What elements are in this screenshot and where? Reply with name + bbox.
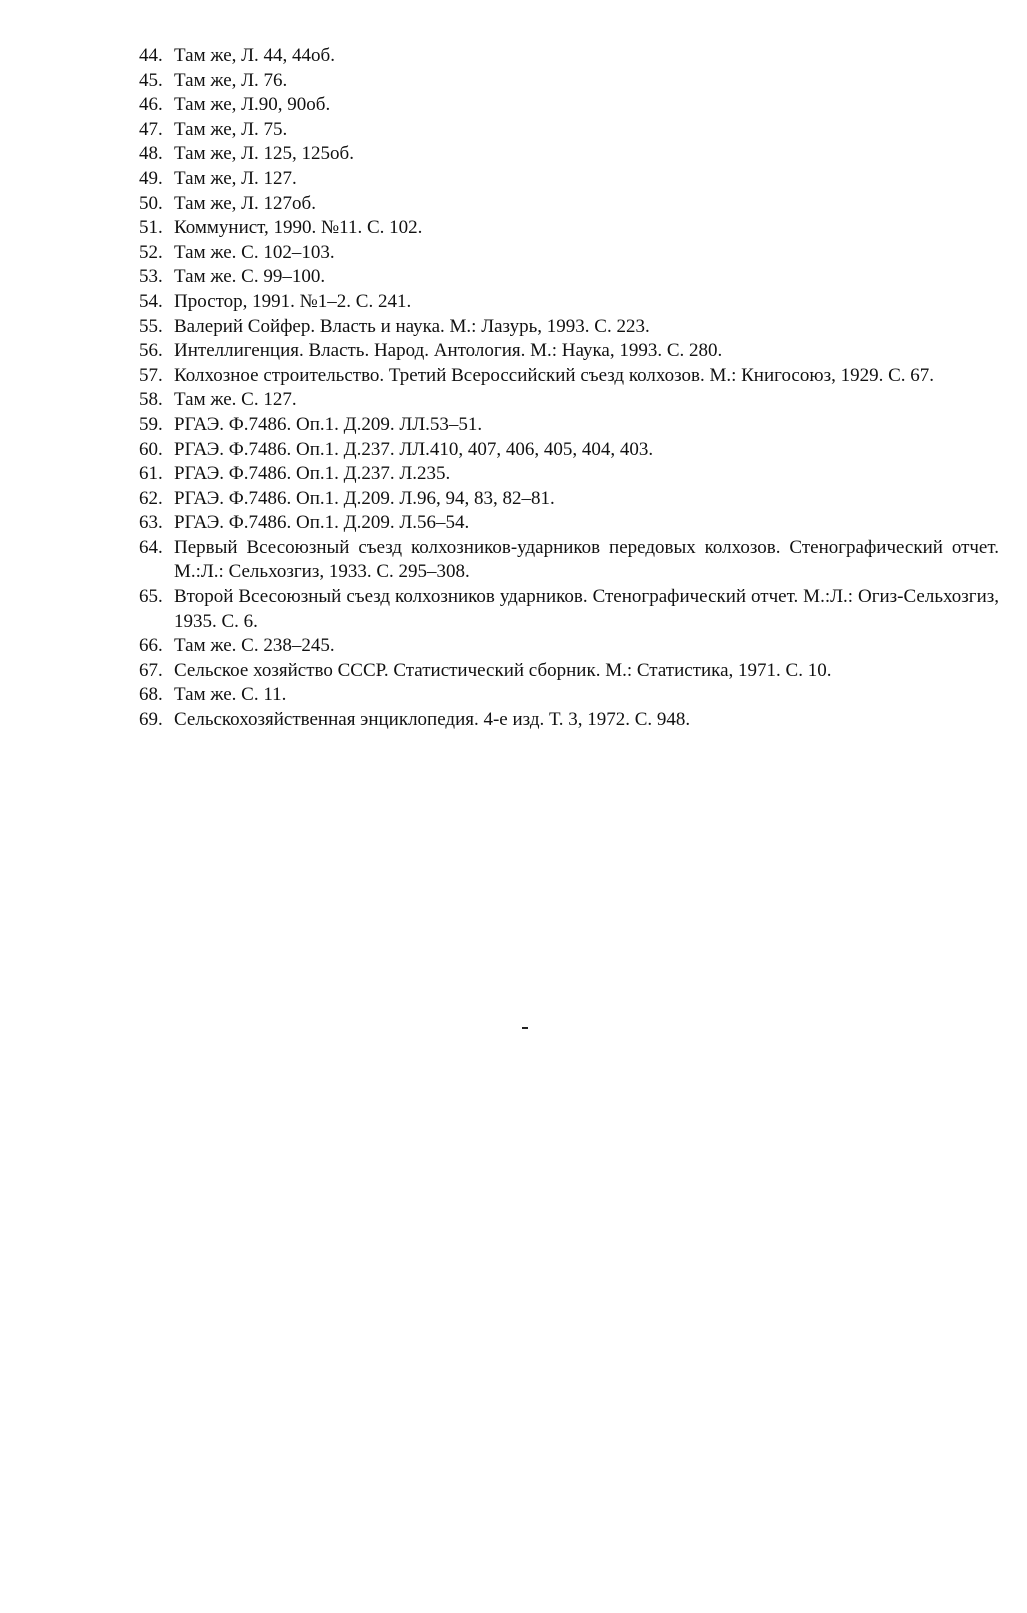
footnote-63 (139, 511, 999, 536)
footnote-number: 52. (139, 241, 163, 263)
footnote-number: 53. (139, 266, 163, 288)
footnote-44 (139, 44, 999, 69)
footnote-text: Там же, Л.90, 90об. (174, 94, 331, 116)
footnote-text: РГАЭ. Ф.7486. Оп.1. Д.209. Л.96, 94, 83, 82–81. (174, 487, 555, 509)
footnote-text: Там же, Л. 127. (174, 167, 297, 189)
footnote-55 (139, 315, 999, 340)
footnote-64 (139, 536, 999, 585)
footnote-text: Там же. С. 99–100. (174, 266, 326, 288)
footnote-text: Сельское хозяйство СССР. Статистический сборник. М.: Статистика, 1971. С. 10. (174, 659, 832, 681)
footnote-text: РГАЭ. Ф.7486. Оп.1. Д.209. Л.56–54. (174, 512, 470, 534)
footnotes-list (139, 44, 999, 733)
footnote-45 (139, 69, 999, 94)
footnote-number: 56. (139, 340, 163, 362)
footnote-48 (139, 142, 999, 167)
footnote-text: Простор, 1991. №1–2. С. 241. (174, 290, 412, 312)
footnote-number: 48. (139, 143, 163, 165)
footnote-67 (139, 659, 999, 684)
footnote-50 (139, 192, 999, 217)
footnote-text: Там же, Л. 75. (174, 118, 288, 140)
footnote-62 (139, 487, 999, 512)
footnote-number: 58. (139, 389, 163, 411)
footnote-number: 46. (139, 94, 163, 116)
footnote-number: 45. (139, 69, 163, 91)
footnote-text: Там же. С. 11. (174, 684, 287, 706)
footnote-66 (139, 634, 999, 659)
footnote-number: 65. (139, 586, 163, 608)
footnote-52 (139, 241, 999, 266)
footnote-number: 47. (139, 118, 163, 140)
footnote-number: 68. (139, 684, 163, 706)
footnote-text: Сельскохозяйственная энциклопедия. 4-е изд. Т. 3, 1972. С. 948. (174, 709, 691, 731)
footnote-56 (139, 339, 999, 364)
footnote-69 (139, 708, 999, 733)
footnote-text: РГАЭ. Ф.7486. Оп.1. Д.209. ЛЛ.53–51. (174, 413, 483, 435)
footnote-number: 49. (139, 167, 163, 189)
footnote-number: 64. (139, 536, 163, 558)
footnote-text: Колхозное строительство. Третий Всероссийский съезд колхозов. М.: Книгосоюз, 1929. С. 67. (174, 364, 934, 386)
footnote-60 (139, 438, 999, 463)
footnote-text: Там же. С. 127. (174, 389, 297, 411)
footnote-text: Там же, Л. 76. (174, 69, 288, 91)
footnote-number: 55. (139, 315, 163, 337)
footnote-text: Коммунист, 1990. №11. С. 102. (174, 217, 423, 239)
footnote-text: РГАЭ. Ф.7486. Оп.1. Д.237. ЛЛ.410, 407, 406, 405, 404, 403. (174, 438, 654, 460)
footnote-number: 50. (139, 192, 163, 214)
footnote-text: Там же, Л. 44, 44об. (174, 45, 335, 66)
footnote-number: 59. (139, 413, 163, 435)
footnote-number: 57. (139, 364, 163, 386)
footnote-number: 67. (139, 659, 163, 681)
footnote-text: Валерий Сойфер. Власть и наука. М.: Лазурь, 1993. С. 223. (174, 315, 650, 337)
footnote-text: Первый Всесоюзный съезд колхозников-ударников передовых колхозов. Стенографический отчет. М.:Л.: Сельхозгиз, 1933. С. 295–308. (174, 536, 999, 583)
footnote-text: Там же. С. 238–245. (174, 635, 335, 657)
footnote-59 (139, 413, 999, 438)
footnote-text: Второй Всесоюзный съезд колхозников ударников. Стенографический отчет. М.:Л.: Огиз-Сельхозгиз, 1935. С. 6. (174, 586, 999, 632)
footnote-58 (139, 388, 999, 413)
footnote-text: Там же. С. 102–103. (174, 241, 335, 263)
footnote-46 (139, 93, 999, 118)
footnote-53 (139, 265, 999, 290)
footnote-47 (139, 118, 999, 143)
footnote-68 (139, 683, 999, 708)
footnote-number: 51. (139, 217, 163, 239)
footnote-65 (139, 585, 999, 634)
scan-speck (522, 1027, 528, 1029)
footnote-number: 62. (139, 487, 163, 509)
footnote-number: 69. (139, 709, 163, 731)
footnote-text: Там же, Л. 125, 125об. (174, 143, 354, 165)
footnote-49 (139, 167, 999, 192)
footnote-number: 66. (139, 635, 163, 657)
footnote-number: 60. (139, 438, 163, 460)
footnote-61 (139, 462, 999, 487)
footnote-57 (139, 364, 999, 389)
footnote-text: РГАЭ. Ф.7486. Оп.1. Д.237. Л.235. (174, 463, 451, 485)
footnote-text: Там же, Л. 127об. (174, 192, 316, 214)
footnote-number: 61. (139, 463, 163, 485)
footnote-text: Интеллигенция. Власть. Народ. Антология. М.: Наука, 1993. С. 280. (174, 340, 723, 362)
footnote-number: 63. (139, 512, 163, 534)
footnote-54 (139, 290, 999, 315)
footnote-number: 54. (139, 290, 163, 312)
footnote-51 (139, 216, 999, 241)
footnote-number: 44. (139, 45, 163, 66)
